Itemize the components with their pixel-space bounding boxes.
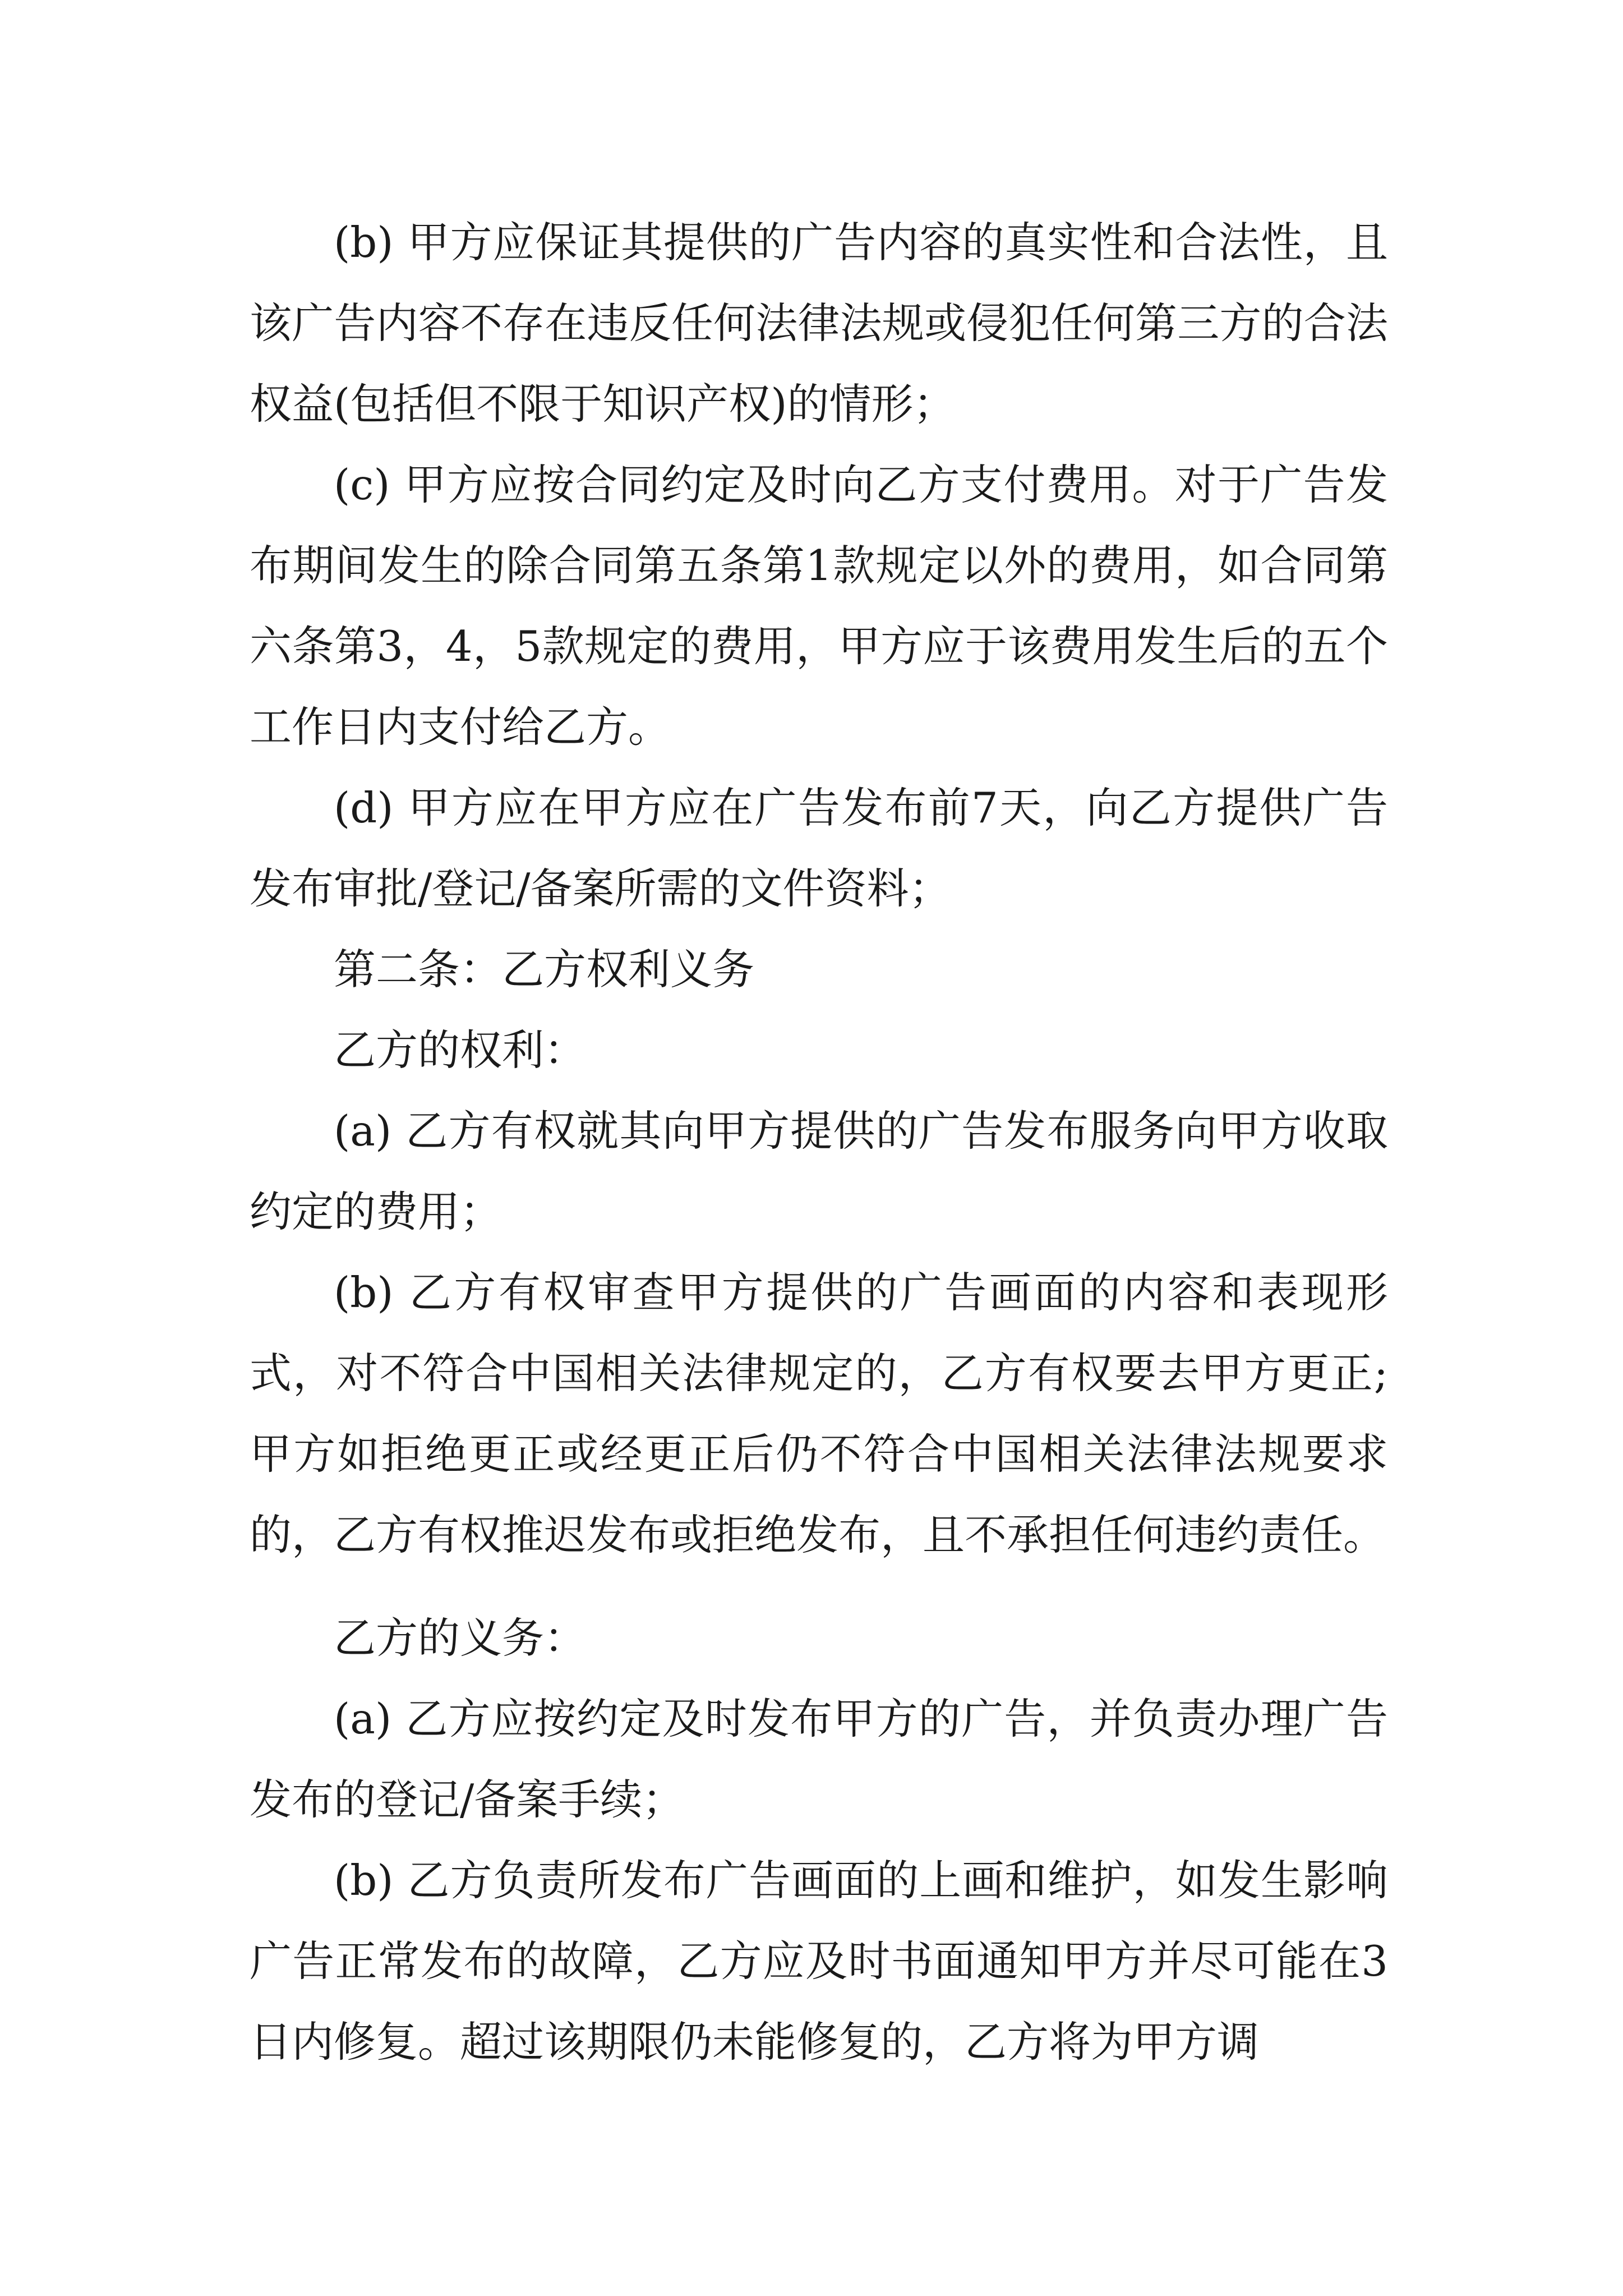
clause-paragraph: (b) 乙方负责所发布广告画面的上画和维护，如发生影响广告正常发布的故障，乙方应及时书面通知甲方并尽可能在3日内修复。超过该期限仍未能修复的，乙方将为甲方调 <box>250 1856 1388 2067</box>
clause-paragraph: (b) 甲方应保证其提供的广告内容的真实性和合法性，且该广告内容不存在违反任何法律法规或侵犯任何第三方的合法权益(包括但不限于知识产权)的情形； <box>250 218 1388 429</box>
clause-paragraph: (c) 甲方应按合同约定及时向乙方支付费用。对于广告发布期间发生的除合同第五条第1款规定以外的费用，如合同第六条第3，4，5款规定的费用，甲方应于该费用发生后的五个工作日内支付给乙方。 <box>250 460 1388 752</box>
section-heading: 第二条：乙方权利义务 <box>334 945 755 994</box>
clause-paragraph: (b) 乙方有权审查甲方提供的广告画面的内容和表现形式，对不符合中国相关法律规定的，乙方有权要去甲方更正;甲方如拒绝更正或经更正后仍不符合中国相关法律法规要求的，乙方有权推迟发布或拒绝发布，且不承担任何违约责任。 <box>250 1268 1388 1559</box>
subsection-heading: 乙方的义务： <box>334 1613 587 1663</box>
clause-paragraph: (a) 乙方有权就其向甲方提供的广告发布服务向甲方收取约定的费用； <box>250 1106 1388 1236</box>
clause-paragraph: (d) 甲方应在甲方应在广告发布前7天，向乙方提供广告发布审批/登记/备案所需的文件资料； <box>250 783 1388 913</box>
document-page <box>250 202 1388 2082</box>
clause-paragraph: (a) 乙方应按约定及时发布甲方的广告，并负责办理广告发布的登记/备案手续； <box>250 1694 1388 1824</box>
subsection-heading: 乙方的权利： <box>334 1025 587 1075</box>
